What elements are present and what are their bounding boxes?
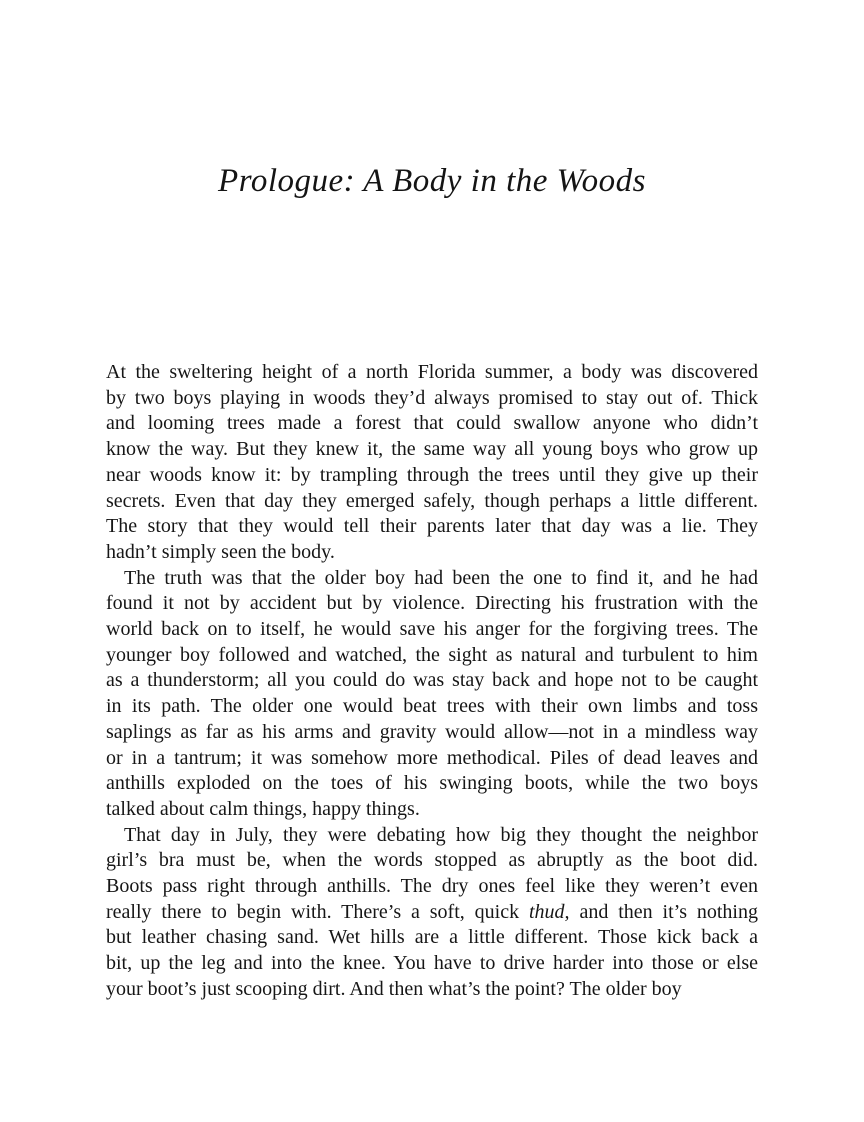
text-line: your boot’s just scooping dirt. And then what’s the point? The older boy [106,977,682,1000]
text-line: in its path. The older one would beat trees with their own limbs and toss [106,695,758,718]
text-line: and looming trees made a forest that could swallow anyone who didn’t [106,412,758,435]
text-line: found it not by accident but by violence. Directing his frustration with the [106,592,758,615]
paragraph [106,360,758,566]
text-line: bit, up the leg and into the knee. You have to drive harder into those or else [106,952,758,975]
paragraph [106,823,758,1003]
text-line: saplings as far as his arms and gravity would allow—not in a mindless way [106,720,758,743]
paragraph [106,566,758,823]
text-line: really there to begin with. There’s a soft, quick thud, and then it’s nothing [106,900,758,923]
text-line: hadn’t simply seen the body. [106,540,335,563]
text-line: or in a tantrum; it was somehow more methodical. Piles of dead leaves and [106,746,758,769]
text-line: anthills exploded on the toes of his swinging boots, while the two boys [106,772,758,795]
page-body [106,360,758,1003]
text-line: At the sweltering height of a north Florida summer, a body was discovered [106,361,758,383]
text-line: talked about calm things, happy things. [106,797,420,820]
text-line: world back on to itself, he would save his anger for the forgiving trees. The [106,618,758,641]
italic-text: thud, [528,900,570,923]
text-line: younger boy followed and watched, the sight as natural and turbulent to him [106,643,758,666]
text-line: by two boys playing in woods they’d always promised to stay out of. Thick [106,386,758,409]
text-line: girl’s bra must be, when the words stopped as abruptly as the boot did. [106,849,758,872]
text-line: know the way. But they knew it, the same way all young boys who grow up [106,438,758,461]
text-line: as a thunderstorm; all you could do was stay back and hope not to be caught [106,669,758,692]
text-line: near woods know it: by trampling through the trees until they give up their [106,463,758,486]
text-line: The story that they would tell their parents later that day was a lie. They [106,515,758,538]
text-line: Boots pass right through anthills. The dry ones feel like they weren’t even [106,875,758,898]
text-line: secrets. Even that day they emerged safely, though perhaps a little different. [106,489,758,512]
text-line: That day in July, they were debating how big they thought the neighbor [124,823,758,846]
text-line: The truth was that the older boy had been the one to find it, and he had [124,566,758,589]
text-line: but leather chasing sand. Wet hills are a little different. Those kick back a [106,926,758,949]
chapter-title: Prologue: A Body in the Woods [218,163,646,199]
